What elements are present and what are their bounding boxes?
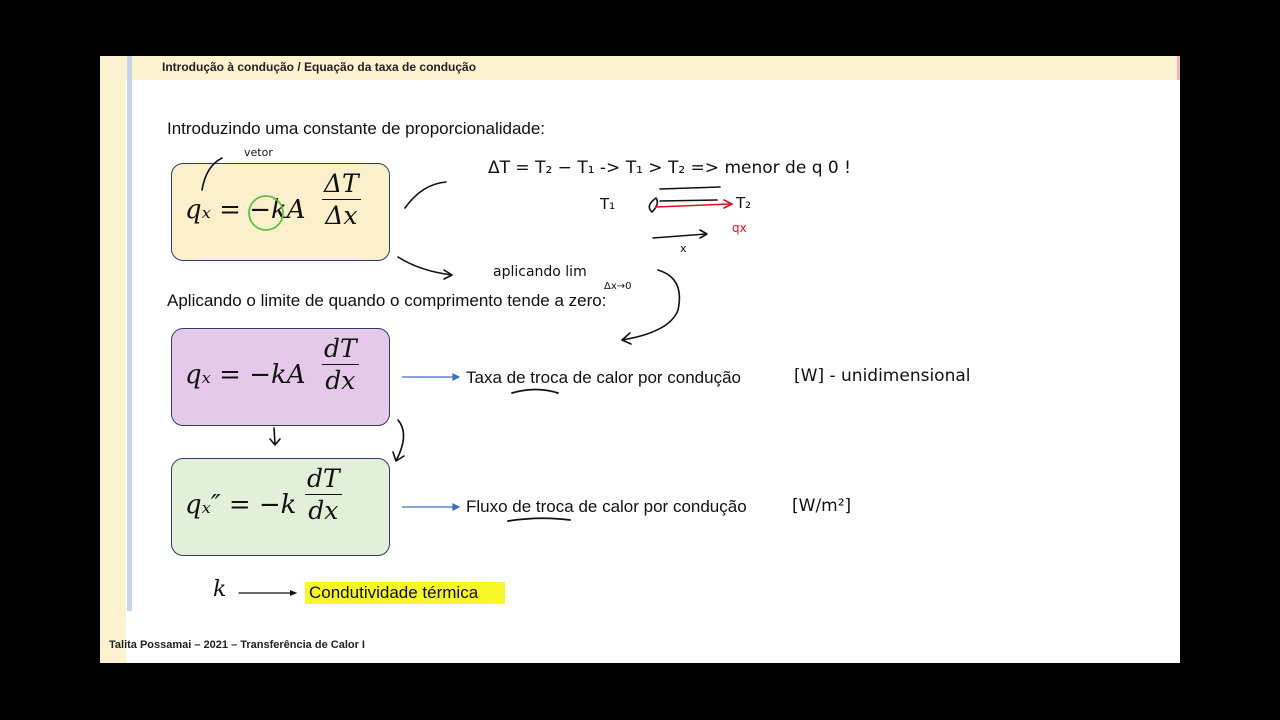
k-label: Condutividade térmica bbox=[309, 583, 479, 602]
note-flux-unit: [W/m²] bbox=[792, 496, 852, 516]
note-rate-unit: [W] - unidimensional bbox=[794, 366, 971, 386]
slide-header-title: Introdução à condução / Equação da taxa de condução bbox=[162, 60, 477, 74]
rate-label: Taxa de troca de calor por condução bbox=[466, 368, 742, 387]
note-qx: qx bbox=[732, 221, 747, 235]
note-delta-t: ΔT = T₂ − T₁ -> T₁ > T₂ => menor de q 0 ! bbox=[488, 158, 851, 178]
note-t2: T₂ bbox=[736, 194, 752, 212]
slide bbox=[100, 56, 1180, 663]
footer-credit: Talita Possamai – 2021 – Transferência de Calor I bbox=[109, 639, 365, 651]
t1-loop bbox=[649, 198, 657, 212]
flux-arrow-head bbox=[453, 504, 459, 510]
curve-stroke-right bbox=[405, 182, 446, 208]
note-t1: T₁ bbox=[600, 195, 616, 213]
equation-3-denominator: dx bbox=[305, 494, 342, 525]
equation-1-lhs: qₓ = −kA bbox=[185, 195, 306, 225]
wall-lines bbox=[660, 187, 720, 201]
vetor-pointer-stroke bbox=[202, 158, 222, 190]
k-symbol: k bbox=[213, 577, 227, 602]
underline-troca-2 bbox=[508, 518, 570, 521]
equation-1-numerator: ΔT bbox=[324, 169, 359, 198]
intro-text: Introduzindo uma constante de proporcionalidade: bbox=[167, 119, 546, 138]
rate-arrow-head bbox=[453, 374, 459, 380]
equation-2-lhs: qₓ = −kA bbox=[185, 360, 306, 390]
arrow-to-limit bbox=[398, 257, 452, 279]
equation-2-numerator: dT bbox=[324, 334, 357, 363]
note-lim-subscript: Δx→0 bbox=[604, 281, 632, 292]
note-vetor: vetor bbox=[244, 146, 273, 159]
down-arrow-right bbox=[393, 420, 404, 461]
limit-text: Aplicando o limite de quando o comprimento tende a zero: bbox=[167, 291, 607, 310]
underline-troca-1 bbox=[512, 390, 558, 394]
equation-2-denominator: dx bbox=[322, 364, 359, 395]
down-arrow-left bbox=[270, 428, 280, 445]
x-direction-arrow bbox=[653, 230, 707, 238]
flux-label: Fluxo de troca de calor por condução bbox=[466, 497, 747, 516]
ink-annotations bbox=[100, 56, 1180, 663]
equation-1-denominator: Δx bbox=[322, 199, 361, 230]
green-circle-annotation bbox=[249, 196, 283, 230]
note-aplicando-lim: aplicando lim bbox=[493, 264, 587, 280]
note-x: x bbox=[680, 242, 687, 255]
k-arrow-head bbox=[290, 590, 297, 596]
equation-3-numerator: dT bbox=[307, 464, 340, 493]
equation-3-lhs: qₓ″ = −k bbox=[185, 490, 297, 520]
